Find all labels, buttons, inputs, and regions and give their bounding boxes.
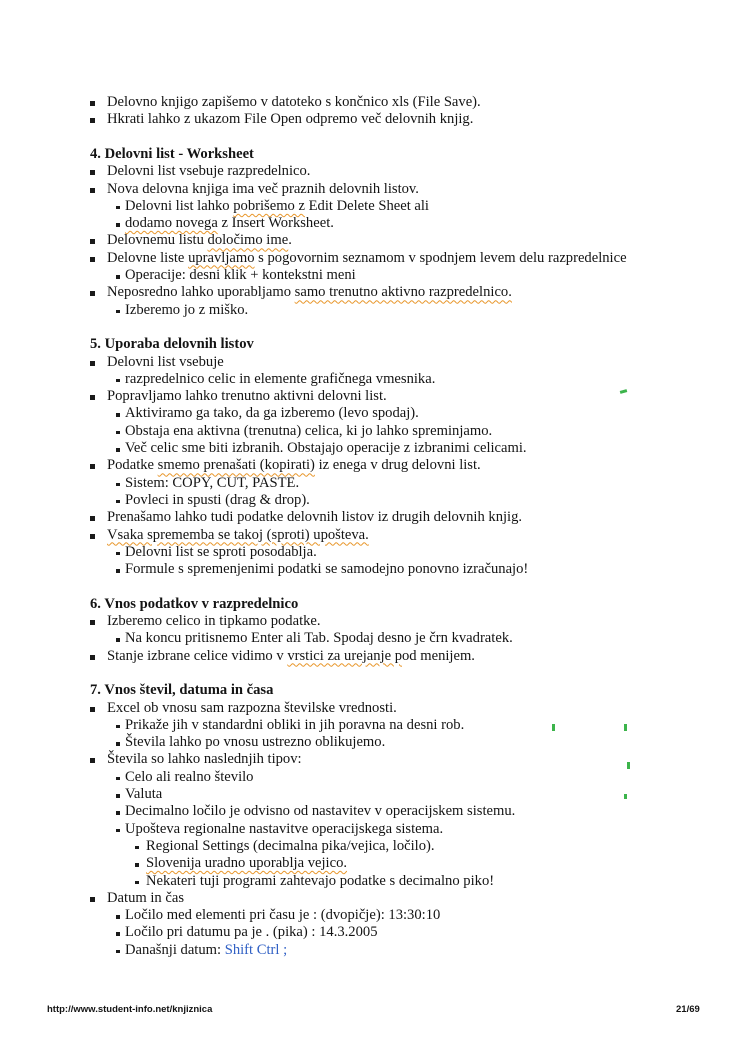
highlighted-text: samo trenutno aktivno razpredelnico. bbox=[294, 284, 512, 301]
text: Ločilo med elementi pri času je : (dvopičje): 13:30:10 bbox=[125, 907, 441, 924]
bullet-icon bbox=[116, 552, 120, 556]
text: Delovni list vsebuje razpredelnico. bbox=[107, 163, 311, 180]
list-item bbox=[125, 440, 527, 457]
text: od menijem. bbox=[402, 647, 475, 664]
bullet-icon bbox=[90, 707, 95, 712]
text: Formule s spremenjenimi podatki se samodejno ponovno izračunajo! bbox=[125, 561, 529, 578]
section-heading bbox=[90, 146, 254, 163]
text: Nekateri tuji programi zahtevajo podatke s decimalno piko! bbox=[146, 872, 495, 889]
text: Delovni list lahko bbox=[125, 197, 234, 214]
bullet-icon bbox=[90, 257, 95, 262]
scan-mark bbox=[552, 724, 555, 731]
text: Prenašamo lahko tudi podatke delovnih listov iz drugih delovnih knjig. bbox=[107, 509, 523, 526]
text: Upošteva regionalne nastavitve operacijskega sistema. bbox=[125, 820, 444, 837]
bullet-icon bbox=[90, 516, 95, 521]
bullet-icon bbox=[90, 361, 95, 366]
text: Delovnemu listu bbox=[107, 232, 208, 249]
list-item bbox=[125, 734, 385, 751]
text: Števila so lahko naslednjih tipov: bbox=[107, 751, 302, 768]
text: 5. Uporaba delovnih listov bbox=[90, 336, 254, 353]
list-item bbox=[107, 457, 481, 474]
list-item bbox=[107, 751, 302, 768]
text: Edit Delete Sheet ali bbox=[304, 197, 429, 214]
text: Excel ob vnosu sam razpozna številske vrednosti. bbox=[107, 699, 397, 716]
list-item bbox=[125, 267, 356, 284]
list-item bbox=[125, 198, 429, 215]
bullet-icon bbox=[116, 379, 120, 383]
list-item bbox=[125, 803, 515, 820]
list-item bbox=[125, 786, 162, 803]
list-item bbox=[107, 509, 522, 526]
bullet-icon bbox=[116, 932, 120, 936]
bullet-icon bbox=[135, 846, 139, 850]
bullet-icon bbox=[90, 101, 95, 106]
bullet-icon bbox=[116, 725, 120, 729]
list-item bbox=[125, 942, 287, 959]
text: Delovno knjigo zapišemo v datoteko s končnico xls (File Save). bbox=[107, 94, 481, 110]
bullet-icon bbox=[116, 742, 120, 746]
bullet-icon bbox=[90, 897, 95, 902]
bullet-icon bbox=[90, 758, 95, 763]
list-item bbox=[107, 354, 224, 371]
section-heading bbox=[90, 596, 298, 613]
scan-mark bbox=[624, 794, 627, 799]
text: Datum in čas bbox=[107, 889, 185, 906]
highlighted-text: pobrišemo z bbox=[233, 197, 305, 214]
page-number: 21/69 bbox=[676, 1004, 700, 1015]
list-item bbox=[125, 544, 317, 561]
bullet-icon bbox=[90, 291, 95, 296]
bullet-icon bbox=[90, 118, 95, 123]
list-item bbox=[125, 475, 299, 492]
bullet-icon bbox=[116, 275, 120, 279]
text: Obstaja ena aktivna (trenutna) celica, ki jo lahko spreminjamo. bbox=[125, 422, 493, 439]
text: Na koncu pritisnemo Enter ali Tab. Spodaj desno je črn kvadratek. bbox=[125, 630, 513, 647]
text: Stanje izbrane celice vidimo v bbox=[107, 647, 288, 664]
bullet-icon bbox=[116, 206, 120, 210]
scan-mark bbox=[620, 389, 628, 394]
text: 6. Vnos podatkov v razpredelnico bbox=[90, 595, 299, 612]
list-item bbox=[107, 890, 184, 907]
list-item bbox=[107, 232, 292, 249]
list-item bbox=[107, 527, 369, 544]
bullet-icon bbox=[116, 829, 120, 833]
text: z Insert Worksheet. bbox=[217, 215, 334, 232]
text: Regional Settings (decimalna pika/vejica, ločilo). bbox=[146, 837, 435, 854]
list-item bbox=[125, 405, 419, 422]
bullet-icon bbox=[116, 310, 120, 314]
text: Izberemo jo z miško. bbox=[125, 301, 249, 318]
highlighted-text: Slovenija uradno uporablja vejico. bbox=[146, 855, 348, 872]
list-item bbox=[107, 284, 512, 301]
list-item bbox=[107, 613, 321, 630]
list-item bbox=[107, 388, 387, 405]
bullet-icon bbox=[116, 811, 120, 815]
text: Sistem: COPY, CUT, PASTE. bbox=[125, 474, 300, 491]
text: Povleci in spusti (drag & drop). bbox=[125, 491, 310, 508]
text: Števila lahko po vnosu ustrezno oblikujemo. bbox=[125, 734, 386, 751]
bullet-icon bbox=[116, 431, 120, 435]
bullet-icon bbox=[90, 395, 95, 400]
bullet-icon bbox=[90, 464, 95, 469]
text: Valuta bbox=[125, 786, 163, 802]
list-item bbox=[125, 924, 378, 941]
text: Več celic sme biti izbranih. Obstajajo operacije z izbranimi celicami. bbox=[125, 440, 527, 456]
bullet-icon bbox=[90, 620, 95, 625]
list-item bbox=[125, 717, 464, 734]
highlighted-text: vrstici za urejanje p bbox=[287, 647, 402, 664]
bullet-icon bbox=[90, 239, 95, 244]
text: Shift Ctrl ; bbox=[224, 941, 288, 958]
scan-mark bbox=[624, 724, 627, 731]
list-item bbox=[125, 423, 492, 440]
highlighted-text: upravljamo bbox=[188, 249, 255, 266]
list-item bbox=[146, 873, 494, 890]
bullet-icon bbox=[116, 483, 120, 487]
section-heading bbox=[90, 336, 254, 353]
text: s pogovornim seznamom v spodnjem levem delu razpredelnice bbox=[254, 249, 627, 266]
list-item bbox=[107, 94, 481, 111]
text: Aktiviramo ga tako, da ga izberemo (levo spodaj). bbox=[125, 405, 419, 422]
text: Hkrati lahko z ukazom File Open odpremo več delovnih knjig. bbox=[107, 111, 474, 128]
list-item bbox=[107, 250, 627, 267]
highlighted-text: Vsaka sprememba se takoj (sproti) upošteva. bbox=[107, 526, 369, 543]
highlighted-text: določimo ime bbox=[207, 232, 289, 249]
list-item bbox=[125, 769, 253, 786]
highlighted-text: smemo prenašati (kopirati) bbox=[157, 457, 315, 474]
text: 4. Delovni list - Worksheet bbox=[90, 145, 254, 162]
text: Decimalno ločilo je odvisno od nastavitev v operacijskem sistemu. bbox=[125, 803, 516, 820]
bullet-icon bbox=[116, 413, 120, 417]
bullet-icon bbox=[116, 569, 120, 573]
bullet-icon bbox=[116, 638, 120, 642]
list-item bbox=[146, 838, 435, 855]
text: Popravljamo lahko trenutno aktivni delovni list. bbox=[107, 388, 387, 405]
text: razpredelnico celic in elemente grafičnega vmesnika. bbox=[125, 370, 436, 387]
list-item bbox=[125, 215, 334, 232]
text: Celo ali realno število bbox=[125, 768, 254, 785]
list-item bbox=[107, 111, 473, 128]
list-item bbox=[125, 302, 248, 319]
bullet-icon bbox=[90, 655, 95, 660]
text: iz enega v drug delovni list. bbox=[314, 457, 481, 474]
bullet-icon bbox=[116, 448, 120, 452]
text: Delovne liste bbox=[107, 249, 189, 266]
list-item bbox=[107, 648, 475, 665]
scan-mark bbox=[627, 762, 630, 769]
text: Prikaže jih v standardni obliki in jih poravna na desni rob. bbox=[125, 716, 465, 733]
bullet-icon bbox=[90, 534, 95, 539]
text: Nova delovna knjiga ima več praznih delovnih listov. bbox=[107, 180, 419, 197]
list-item bbox=[125, 907, 440, 924]
text: 7. Vnos števil, datuma in časa bbox=[90, 682, 274, 699]
text: Neposredno lahko uporabljamo bbox=[107, 284, 295, 301]
text: Ločilo pri datumu pa je . (pika) : 14.3.2005 bbox=[125, 924, 378, 941]
text: Današnji datum: bbox=[125, 941, 225, 958]
bullet-icon bbox=[90, 170, 95, 175]
bullet-icon bbox=[116, 223, 120, 227]
list-item bbox=[125, 561, 528, 578]
bullet-icon bbox=[90, 188, 95, 193]
bullet-icon bbox=[116, 950, 120, 954]
bullet-icon bbox=[116, 500, 120, 504]
section-heading bbox=[90, 682, 273, 699]
list-item bbox=[125, 371, 435, 388]
bullet-icon bbox=[116, 794, 120, 798]
highlighted-text: dodamo novega bbox=[125, 215, 218, 232]
text: Operacije: desni klik + kontekstni meni bbox=[125, 267, 356, 283]
list-item bbox=[125, 630, 513, 647]
list-item bbox=[107, 181, 419, 198]
text: Izberemo celico in tipkamo podatke. bbox=[107, 613, 321, 629]
bullet-icon bbox=[135, 863, 139, 867]
list-item bbox=[146, 855, 347, 872]
list-item bbox=[107, 163, 310, 180]
text: Delovni list se sproti posodablja. bbox=[125, 543, 317, 560]
bullet-icon bbox=[116, 915, 120, 919]
footer-url: http://www.student-info.net/knjiznica bbox=[47, 1004, 213, 1015]
bullet-icon bbox=[135, 881, 139, 885]
text: Delovni list vsebuje bbox=[107, 353, 224, 370]
bullet-icon bbox=[116, 777, 120, 781]
list-item bbox=[125, 492, 310, 509]
list-item bbox=[125, 821, 443, 838]
text: Podatke bbox=[107, 457, 158, 474]
text: . bbox=[288, 232, 292, 249]
list-item bbox=[107, 700, 397, 717]
